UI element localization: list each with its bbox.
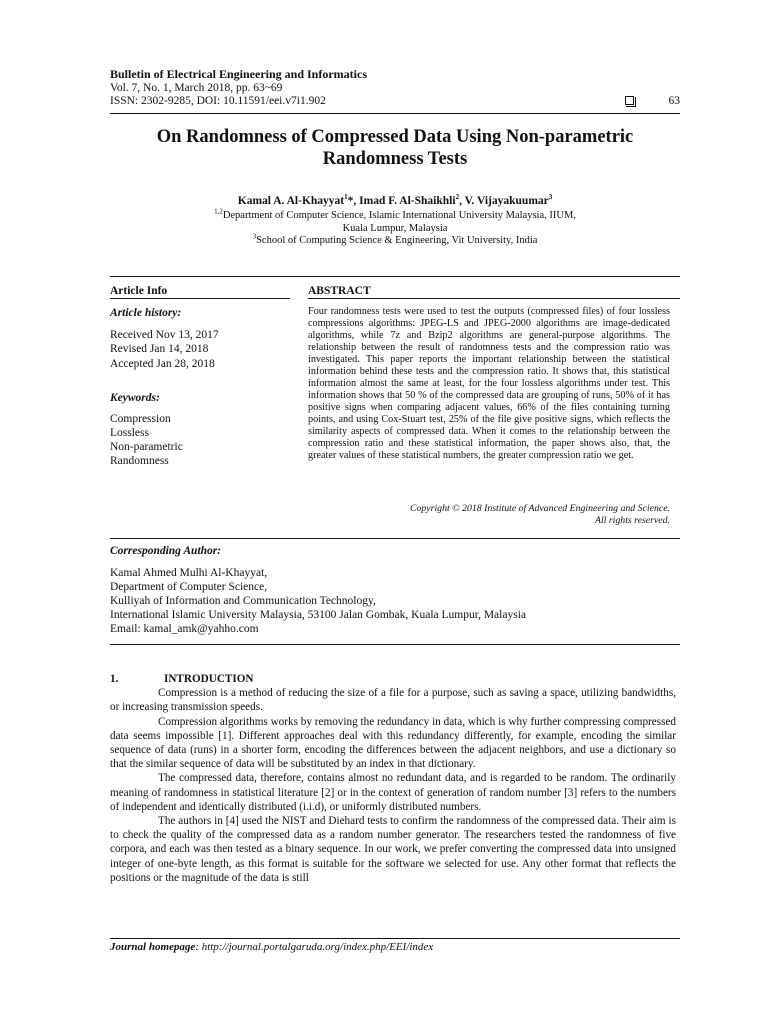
affiliation-2-sup: 3	[252, 232, 257, 241]
affiliation-1b: Kuala Lumpur, Malaysia	[342, 222, 448, 234]
paragraph: The authors in [4] used the NIST and Diehard tests to confirm the randomness of the compressed data. Their aim is to check the quality of the compressed data as a random number generator. The researchers tested the randomness of five corpora, and each was then tested as a binary sequence. In our work, we prefer converting the compressed data into unsigned integer of one-byte length, as this format is suitable for the software we selected for use. Any other format that reflects the positions or the magnitude of the data is still	[110, 815, 676, 884]
journal-volume: Vol. 7, No. 1, March 2018, pp. 63~69	[110, 81, 283, 94]
corresponding-line: International Islamic University Malaysia, 53100 Jalan Gombak, Kuala Lumpur, Malaysia	[110, 609, 526, 621]
revised-date: Revised Jan 14, 2018	[110, 343, 209, 355]
corresponding-line: Kulliyah of Information and Communication Technology,	[110, 595, 376, 607]
article-info-label: Article Info	[110, 285, 168, 297]
keywords-heading: Keywords:	[110, 392, 160, 404]
copyright-line-2: All rights reserved.	[594, 515, 670, 526]
section-number: 1.	[110, 673, 119, 685]
corresponding-line: Department of Computer Science,	[110, 581, 268, 593]
keyword-item: Randomness	[110, 454, 169, 467]
abstract-text: Four randomness tests were used to test the outputs (compressed files) of four lossless compressions algorithms: JPEG-LS and JPEG-2000 algorithms are image-dedicated algorithms, while 7z and Bzip2 algorithms are general-purpose algorithms. The relationship between the result of randomness tests and the compression ratio was investigated. This paper reports the important relationship between the statistical information behind these tests and the compression ratio. It shows that, this statistical information almost the same at least, for the four lossless algorithms under test. This information shows that 50 % of the compressed data are grouping of runs, 50% of it has positive signs when comparing adjacent values, 66% of the files containing turning points, and using Cox-Stuart test, 25% of the file give positive signs, which reflects the similarity aspects of compressed data. When it comes to the relationship between the compression ratio and these statistical information, the paper shows also, that, the greater values of these statistical numbers, the greater compression ratio we get.	[308, 306, 670, 461]
homepage-link[interactable]: http://journal.portalgaruda.org/index.php/EEI/index	[201, 941, 434, 953]
affiliation-1-text: Department of Computer Science, Islamic International University Malaysia, IIUM,	[222, 210, 576, 221]
abstract-label: ABSTRACT	[308, 285, 371, 297]
footer-rule	[110, 938, 680, 939]
history-heading: Article history:	[110, 307, 182, 319]
title-line-2: Randomness Tests	[322, 149, 468, 169]
page-number: 63	[668, 95, 680, 107]
running-header	[110, 68, 680, 109]
accepted-date: Accepted Jan 28, 2018	[110, 357, 215, 370]
corresponding-author	[110, 544, 680, 636]
journal-name: Bulletin of Electrical Engineering and Informatics	[110, 67, 367, 81]
title-line-1: On Randomness of Compressed Data Using Non-parametric	[156, 127, 634, 147]
author-3: V. Vijayakuumar	[464, 195, 549, 207]
affiliation-2-text: School of Computing Science & Engineering, Vit University, India	[256, 235, 538, 246]
corresponding-heading: Corresponding Author:	[110, 545, 222, 557]
introduction-section	[110, 672, 676, 885]
corresponding-line: Kamal Ahmed Mulhi Al-Khayyat,	[110, 567, 268, 579]
corresponding-top-rule	[110, 538, 680, 539]
keyword-list	[110, 412, 290, 468]
abstract-heading	[308, 285, 670, 298]
author-3-sup: 3	[548, 193, 553, 202]
paragraph: Compression is a method of reducing the size of a file for a purpose, such as saving a space, utilizing bandwidths, or increasing transmission speeds.	[110, 687, 676, 714]
affiliation-2	[110, 232, 680, 248]
paper-title	[110, 126, 680, 170]
keyword-item: Non-parametric	[110, 440, 183, 453]
section-title: INTRODUCTION	[164, 673, 254, 685]
keyword-item: Compression	[110, 412, 171, 425]
author-2: Imad F. Al-Shaikhli	[359, 195, 456, 207]
copyright-line-1: Copyright © 2018 Institute of Advanced Engineering and Science.	[409, 503, 670, 514]
keyword-item: Lossless	[110, 426, 149, 439]
author-2-sep: ,	[459, 195, 465, 207]
paragraph: The compressed data, therefore, contains almost no redundant data, and is regarded to be random. The ordinarily meaning of randomness in statistical literature [2] or in the context of generation of random number [3] refers to the numbers of independent and identically distributed (i.i.d), or uniformly distributed numbers.	[110, 772, 676, 813]
section-heading	[110, 672, 676, 686]
affiliation-1-sup: 1,2	[214, 207, 223, 216]
journal-issn: ISSN: 2302-9285, DOI: 10.11591/eei.v7i1.902	[110, 95, 326, 107]
header-rule	[110, 113, 680, 114]
author-list	[110, 195, 680, 207]
homepage-label: Journal homepage	[110, 941, 196, 953]
journal-homepage: Journal homepage: http://journal.portalgaruda.org/index.php/EEI/index	[110, 941, 434, 953]
corresponding-email: Email: kamal_amk@yahho.com	[110, 623, 259, 635]
received-date: Received Nov 13, 2017	[110, 328, 219, 341]
article-history	[110, 307, 290, 371]
corresponding-bottom-rule	[110, 644, 680, 645]
author-1-mark: *,	[347, 195, 360, 207]
keywords-section	[110, 392, 290, 468]
author-1: Kamal A. Al-Khayyat	[237, 195, 345, 207]
info-top-rule	[110, 276, 680, 277]
square-icon	[625, 96, 634, 105]
article-info-heading	[110, 285, 290, 299]
affiliations	[110, 207, 680, 248]
author-1-sup: 1	[344, 193, 348, 202]
author-2-sup: 2	[455, 193, 460, 202]
abstract-underline	[308, 298, 680, 299]
copyright-notice	[308, 503, 670, 527]
affiliation-1	[110, 207, 680, 223]
issn-row	[110, 95, 680, 109]
paragraph: Compression algorithms works by removing the redundancy in data, which is why further compressing compressed data seems impossible [1]. Different approaches deal with this redundancy differently, for example, encoding the similar sequence of data (runs) in a shorter form, encoding the differences between the adjacent neighbors, and use a dictionary so that the similar sequence of data will be substituted by an index in that dictionary.	[110, 715, 676, 771]
